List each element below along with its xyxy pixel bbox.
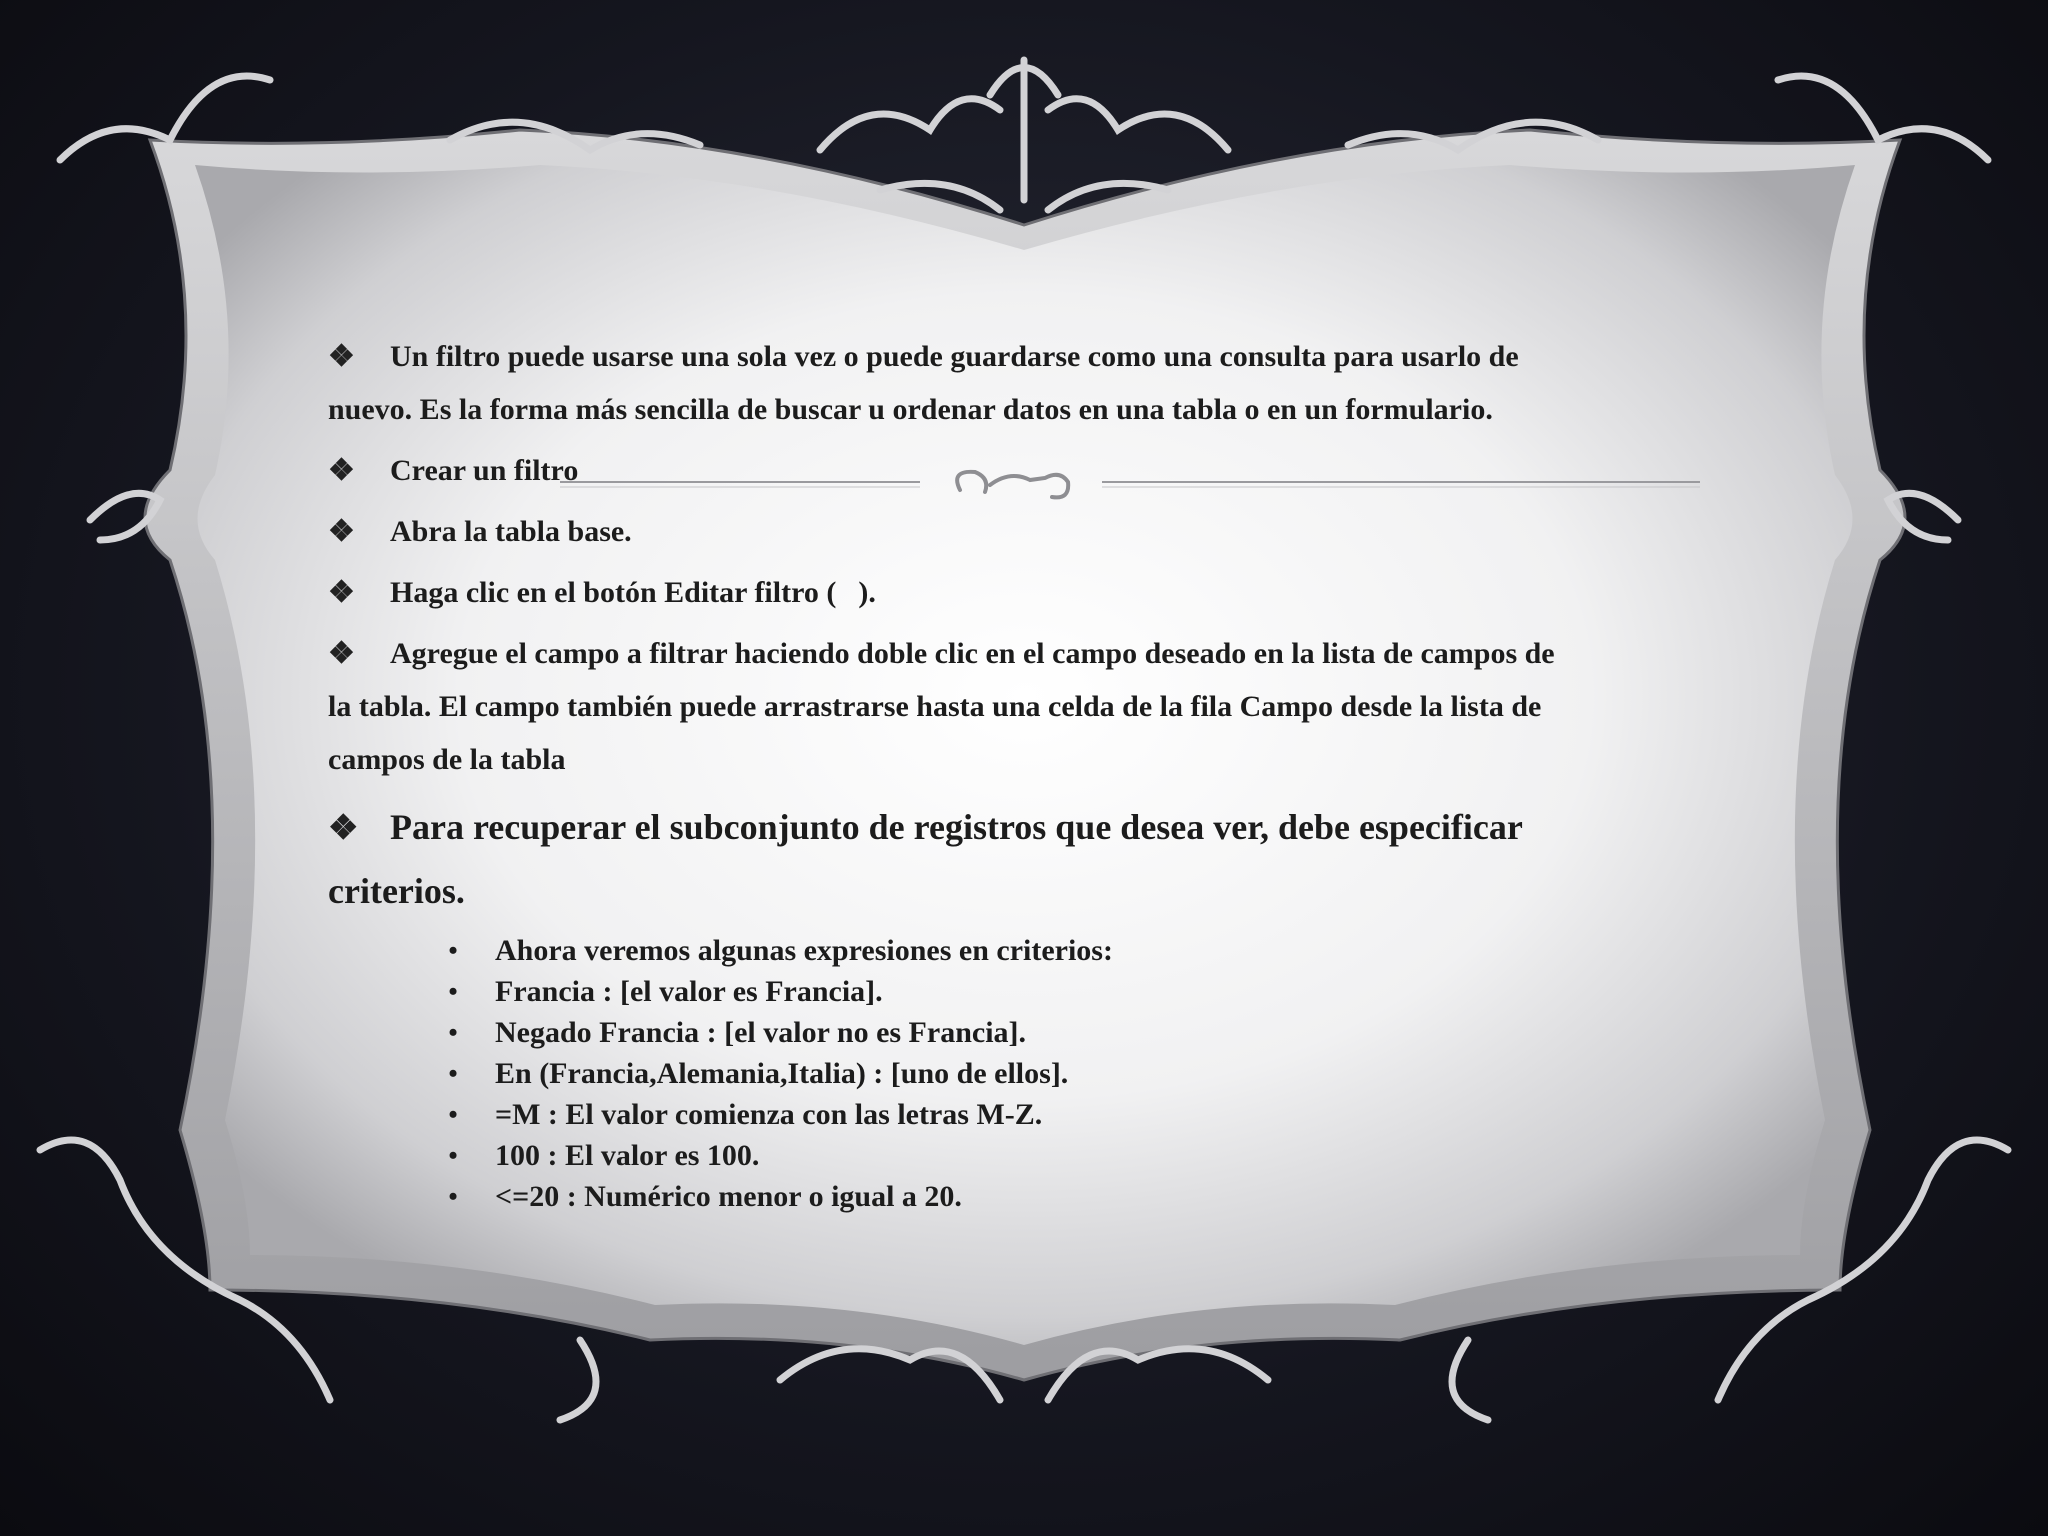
- bullet-open-table: [328, 505, 1728, 558]
- bullet-text-line: Para recuperar el subconjunto de registros que desea ver, debe especificar: [390, 807, 1523, 847]
- list-item: [438, 1053, 1728, 1094]
- list-item-text: =M : El valor comienza con las letras M-Z.: [495, 1098, 1043, 1131]
- list-item: [438, 1012, 1728, 1053]
- list-item: [438, 1176, 1728, 1217]
- list-bullet: •: [448, 1059, 458, 1088]
- bullet-text-line: Agregue el campo a filtrar haciendo doble clic en el campo deseado en la lista de campos de: [390, 637, 1555, 670]
- bullet-text-line: Un filtro puede usarse una sola vez o puede guardarse como una consulta para usarlo de: [390, 340, 1519, 373]
- list-bullet: •: [448, 1100, 458, 1129]
- list-bullet: •: [448, 936, 458, 965]
- bullet-text: ).: [858, 576, 876, 609]
- bullet-text-line: la tabla. El campo también puede arrastrarse hasta una celda de la fila Campo desde la lista de: [328, 690, 1542, 723]
- bullet-marker: ❖: [328, 454, 355, 487]
- list-item: [438, 1094, 1728, 1135]
- list-item-text: En (Francia,Alemania,Italia) : [uno de ellos].: [495, 1057, 1069, 1090]
- bullet-marker: ❖: [328, 515, 355, 548]
- bullet-create-filter: [328, 444, 1728, 497]
- bullet-filter-intro: [328, 330, 1728, 436]
- bullet-marker: ❖: [328, 637, 355, 670]
- bullet-add-field: [328, 627, 1728, 786]
- list-item: [438, 1135, 1728, 1176]
- bullet-marker: ❖: [328, 576, 355, 609]
- list-bullet: •: [448, 1018, 458, 1047]
- criteria-examples-list: [438, 930, 1728, 1217]
- list-item-text: Francia : [el valor es Francia].: [495, 975, 883, 1008]
- bullet-text-line: criterios.: [328, 871, 465, 911]
- bullet-text: Abra la tabla base.: [390, 515, 632, 548]
- bullet-marker: ❖: [328, 810, 359, 847]
- list-bullet: •: [448, 977, 458, 1006]
- list-bullet: •: [448, 1182, 458, 1211]
- bullet-text: Crear un filtro: [390, 454, 579, 487]
- bullet-edit-filter: [328, 566, 1728, 619]
- bullet-text-line: campos de la tabla: [328, 743, 566, 776]
- list-bullet: •: [448, 1141, 458, 1170]
- list-item-text: 100 : El valor es 100.: [495, 1139, 760, 1172]
- list-item: [438, 971, 1728, 1012]
- bullet-criteria: [328, 796, 1728, 922]
- list-item-text: Ahora veremos algunas expresiones en criterios:: [495, 934, 1113, 967]
- slide-content: [328, 330, 1728, 1217]
- list-item-text: Negado Francia : [el valor no es Francia].: [495, 1016, 1027, 1049]
- bullet-text-line: nuevo. Es la forma más sencilla de buscar u ordenar datos en una tabla o en un formulario.: [328, 393, 1493, 426]
- bullet-marker: ❖: [328, 340, 355, 373]
- list-item: [438, 930, 1728, 971]
- list-item-text: <=20 : Numérico menor o igual a 20.: [495, 1180, 962, 1213]
- bullet-text: Haga clic en el botón Editar filtro (: [390, 576, 837, 609]
